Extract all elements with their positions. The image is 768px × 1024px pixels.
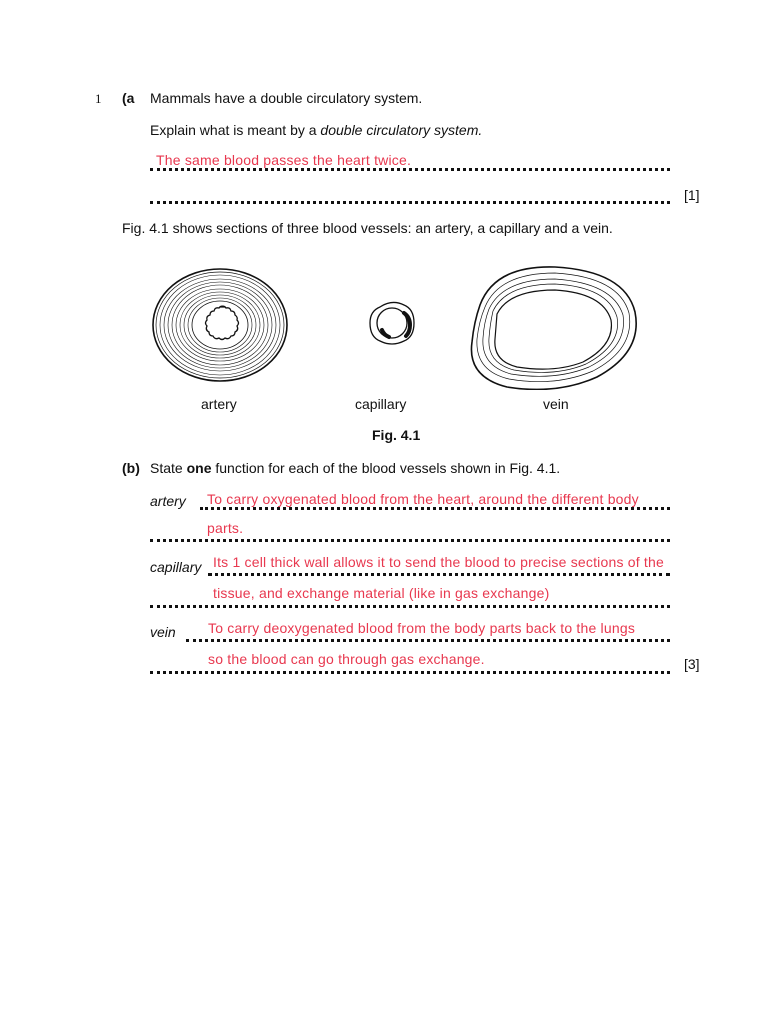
artery-row-label: artery bbox=[150, 493, 186, 509]
label-artery: artery bbox=[201, 396, 237, 412]
artery-drawing bbox=[153, 269, 287, 381]
figure-intro: Fig. 4.1 shows sections of three blood vessels: an artery, a capillary and a vein. bbox=[122, 220, 613, 236]
part-b-prompt bbox=[150, 460, 560, 476]
vein-answer-1: To carry deoxygenated blood from the body parts back to the lungs bbox=[208, 620, 636, 636]
capillary-answer-1: Its 1 cell thick wall allows it to send the blood to precise sections of the bbox=[213, 554, 664, 570]
part-a-prompt-prefix: Explain what is meant by a bbox=[150, 122, 321, 138]
label-vein: vein bbox=[543, 396, 569, 412]
vein-line-2 bbox=[150, 671, 670, 674]
artery-answer-2: parts. bbox=[207, 520, 244, 536]
figure-caption: Fig. 4.1 bbox=[372, 427, 421, 443]
marks-b: [3] bbox=[684, 656, 700, 672]
part-b-prompt-post: function for each of the blood vessels shown in Fig. 4.1. bbox=[211, 460, 561, 476]
part-b-label: (b) bbox=[122, 460, 140, 476]
part-b-prompt-pre: State bbox=[150, 460, 187, 476]
capillary-answer-2: tissue, and exchange material (like in gas exchange) bbox=[213, 585, 550, 601]
answer-line-a2 bbox=[150, 201, 670, 204]
marks-a: [1] bbox=[684, 187, 700, 203]
part-a-prompt-italic: double circulatory system. bbox=[320, 122, 483, 138]
capillary-row-label: capillary bbox=[150, 559, 202, 575]
vein-drawing bbox=[471, 267, 636, 390]
answer-line-a1 bbox=[150, 168, 670, 171]
answer-a: The same blood passes the heart twice. bbox=[156, 152, 412, 168]
vein-line-1 bbox=[186, 639, 670, 642]
question-number: 1 bbox=[95, 91, 102, 106]
capillary-line-1 bbox=[208, 573, 670, 576]
vein-row-label: vein bbox=[150, 624, 176, 640]
artery-line-2 bbox=[150, 539, 670, 542]
artery-answer-1: To carry oxygenated blood from the heart, around the different body bbox=[207, 491, 639, 507]
capillary-drawing bbox=[370, 302, 414, 344]
part-a-prompt bbox=[150, 122, 482, 138]
part-a-label: (a bbox=[122, 90, 135, 106]
part-a-intro: Mammals have a double circulatory system. bbox=[150, 90, 423, 106]
capillary-line-2 bbox=[150, 605, 670, 608]
part-b-prompt-bold: one bbox=[186, 460, 212, 476]
figure-4-1 bbox=[140, 265, 650, 390]
label-capillary: capillary bbox=[355, 396, 407, 412]
vein-answer-2: so the blood can go through gas exchange. bbox=[208, 651, 485, 667]
artery-line-1 bbox=[200, 507, 670, 510]
